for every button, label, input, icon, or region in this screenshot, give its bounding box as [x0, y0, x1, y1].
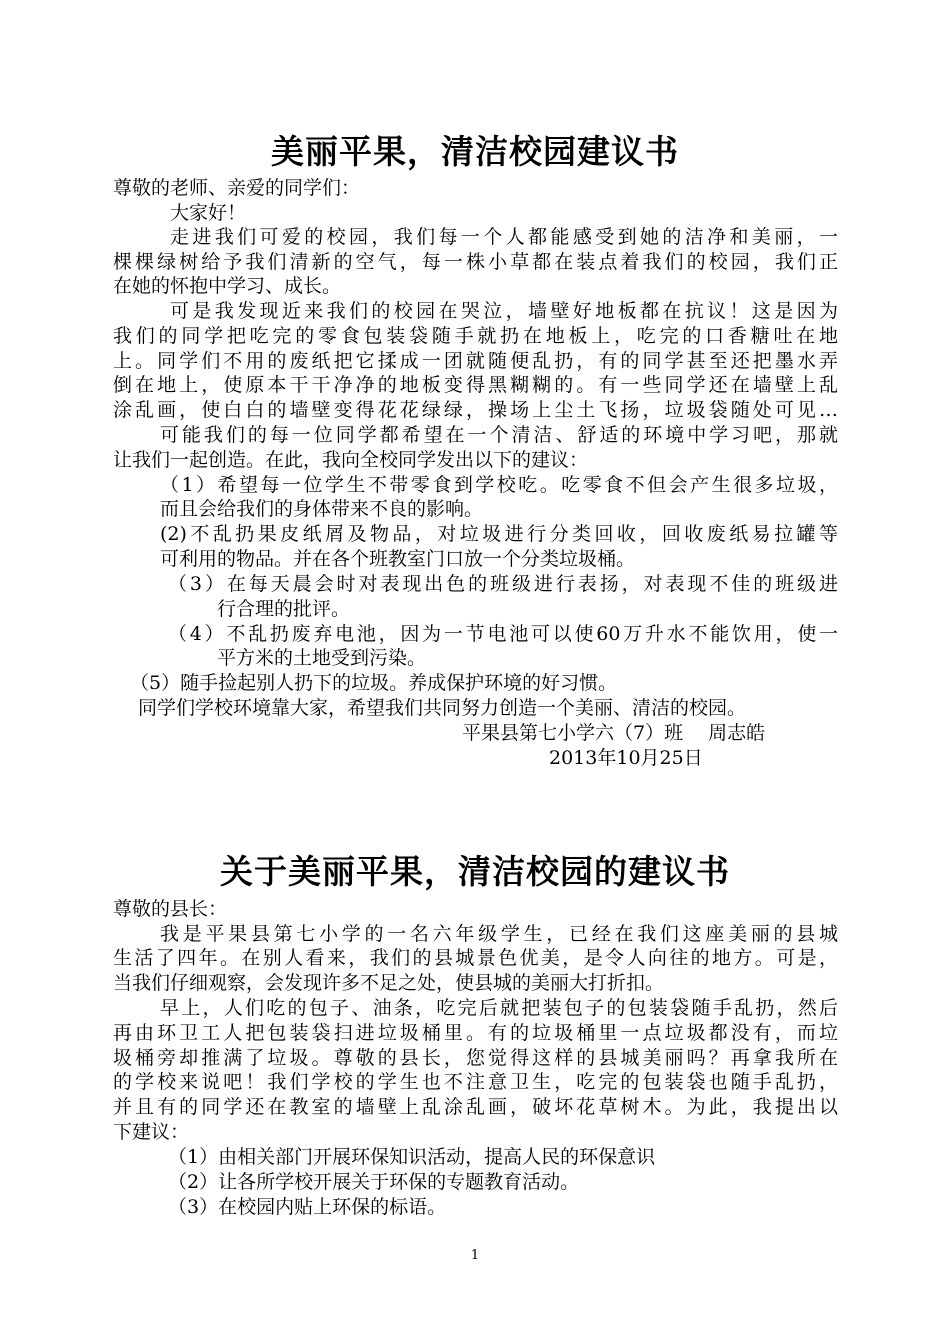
letter1-p3-line: 让我们一起创造。在此，我向全校同学发出以下的建议： [113, 449, 589, 471]
letter1-suggestion-1: （1）希望每一位学生不带零食到学校吃。吃零食不但会产生很多垃圾， [160, 474, 838, 496]
letter1-p2-line: 我们的同学把吃完的零食包装袋随手就扔在地板上，吃完的口香糖吐在地 [113, 325, 838, 347]
letter2-p1-line: 生活了四年。在别人看来，我们的县城景色优美，是令人向往的地方。可是， [113, 947, 838, 969]
letter2-p2-line: 下建议： [113, 1121, 190, 1143]
letter2-p2-line: 并且有的同学还在教室的墙壁上乱涂乱画，破坏花草树木。为此，我提出以 [113, 1096, 838, 1118]
letter2-p2-line: 早上，人们吃的包子、油条，吃完后就把装包子的包装袋随手乱扔，然后 [160, 997, 838, 1019]
letter1-closing: 同学们学校环境靠大家，希望我们共同努力创造一个美丽、清洁的校园。 [138, 697, 747, 719]
letter1-suggestion-3: （3）在每天晨会时对表现出色的班级进行表扬，对表现不佳的班级进 [168, 573, 838, 595]
letter1-greeting: 大家好！ [170, 202, 247, 224]
letter1-suggestion-4: （4）不乱扔废弃电池，因为一节电池可以使60万升水不能饮用，使一 [168, 623, 838, 645]
letter1-p2-line: 上。同学们不用的废纸把它揉成一团就随便乱扔，有的同学甚至还把墨水弄 [113, 350, 838, 372]
letter1-suggestion-2-cont: 可利用的物品。并在各个班教室门口放一个分类垃圾桶。 [160, 548, 636, 570]
page-number: 1 [470, 1248, 480, 1263]
letter2-p2-line: 再由环卫工人把包装袋扫进垃圾桶里。有的垃圾桶里一点垃圾都没有，而垃 [113, 1022, 838, 1044]
letter2-p1-line: 当我们仔细观察，会发现许多不足之处，使县城的美丽大打折扣。 [113, 972, 665, 994]
letter1-p1-line: 棵棵绿树给予我们清新的空气，每一株小草都在装点着我们的校园，我们正 [113, 251, 838, 273]
letter1-p2-line: 涂乱画，使白白的墙壁变得花花绿绿，操场上尘土飞扬，垃圾袋随处可见… [113, 399, 838, 421]
letter1-signature: 平果县第七小学六（7）班 周志皓 [462, 722, 766, 744]
letter2-salutation: 尊敬的县长： [113, 898, 228, 920]
letter2-suggestion-3: （3）在校园内贴上环保的标语。 [168, 1196, 447, 1218]
letter1-title: 美丽平果，清洁校园建议书 [271, 132, 679, 171]
letter1-p1-line: 走进我们可爱的校园，我们每一个人都能感受到她的洁净和美丽，一 [170, 226, 838, 248]
letter1-p2-line: 倒在地上，使原本干干净净的地板变得黑糊糊的。有一些同学还在墙壁上乱 [113, 374, 838, 396]
letter1-p3-line: 可能我们的每一位同学都希望在一个清洁、舒适的环境中学习吧，那就 [160, 424, 838, 446]
letter2-suggestion-1: （1）由相关部门开展环保知识活动，提高人民的环保意识 [168, 1146, 656, 1168]
letter2-title: 关于美丽平果，清洁校园的建议书 [220, 852, 730, 891]
letter2-p2-line: 的学校来说吧！我们学校的学生也不注意卫生，吃完的包装袋也随手乱扔， [113, 1071, 838, 1093]
letter2-suggestion-2: （2）让各所学校开展关于环保的专题教育活动。 [168, 1171, 580, 1193]
letter1-salutation: 尊敬的老师、亲爱的同学们： [113, 177, 361, 199]
letter1-suggestion-2: (2)不乱扔果皮纸屑及物品，对垃圾进行分类回收，回收废纸易拉罐等 [160, 523, 838, 545]
letter1-p2-line: 可是我发现近来我们的校园在哭泣，墙壁好地板都在抗议！这是因为 [170, 300, 838, 322]
letter1-suggestion-1-cont: 而且会给我们的身体带来不良的影响。 [160, 498, 484, 520]
letter1-p1-line: 在她的怀抱中学习、成长。 [113, 275, 342, 297]
letter1-date: 2013年10月25日 [549, 747, 703, 769]
letter1-suggestion-5: （5）随手捡起别人扔下的垃圾。养成保护环境的好习惯。 [130, 672, 618, 694]
letter2-p2-line: 圾桶旁却推满了垃圾。尊敬的县长，您觉得这样的县城美丽吗？再拿我所在 [113, 1047, 838, 1069]
letter1-suggestion-4-cont: 平方米的土地受到污染。 [217, 647, 427, 669]
letter1-suggestion-3-cont: 行合理的批评。 [217, 598, 351, 620]
letter2-p1-line: 我是平果县第七小学的一名六年级学生，已经在我们这座美丽的县城 [160, 923, 838, 945]
